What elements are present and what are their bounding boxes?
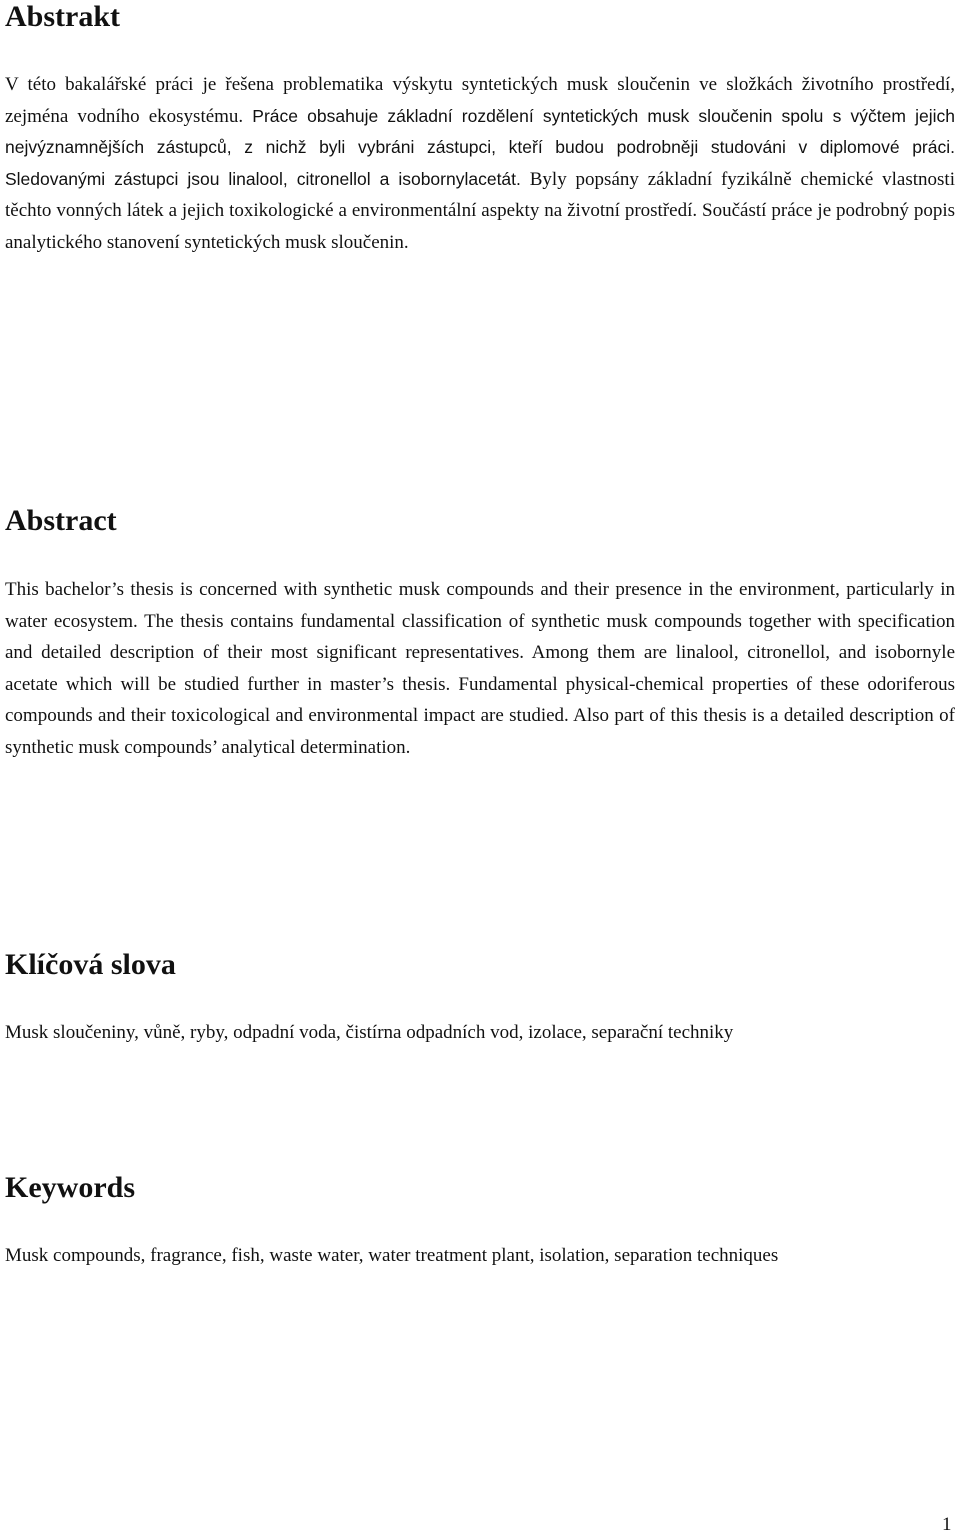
abstrakt-sentence-4: Byly popsány základní fyzikálně chemické vlastnosti těchto vonných látek a jejich toxikologické a environmentální aspekty na životní prostředí. [5,168,955,221]
heading-klicova-slova: Klíčová slova [5,948,176,981]
abstrakt-sentence-2: Práce obsahuje základní rozdělení syntetických musk sloučenin spolu s výčtem jejich nejvýznamnějších zástupců, z nichž byli vybráni zástupci, kteří budou podrobněji studováni v diplomové práci. [5,105,955,157]
klicova-slova-text: Musk sloučeniny, vůně, ryby, odpadní voda, čistírna odpadních vod, izolace, separační techniky [5,1022,734,1043]
heading-keywords: Keywords [5,1171,135,1204]
heading-abstrakt: Abstrakt [5,0,121,33]
abstract-paragraph: This bachelor’s thesis is concerned with synthetic musk compounds and their presence in the environment, particularly in water ecosystem. The thesis contains fundamental classification of synthetic musk compounds together with specification and detailed description of their most significant representatives. Among them are linalool, citronellol, and isobornyle acetate which will be studied further in master’s thesis. Fundamental physical-chemical properties of these odoriferous compounds and their toxicological and environmental impact are studied. Also part of this thesis is a detailed description of synthetic musk compounds’ analytical determination. [5,579,955,758]
heading-abstract: Abstract [5,504,117,537]
abstrakt-sentence-3: Sledovanými zástupci jsou linalool, citronellol a isobornylacetát. [5,168,521,189]
abstrakt-paragraph [5,69,955,258]
page-number: 1 [942,1514,952,1535]
keywords-text: Musk compounds, fragrance, fish, waste water, water treatment plant, isolation, separation techniques [5,1245,779,1266]
abstrakt-sentence-1: V této bakalářské práci je řešena problematika výskytu syntetických musk sloučenin ve složkách životního prostředí, zejména vodního ekosystému. [5,74,955,127]
abstrakt-sentence-5: Součástí práce je podrobný popis analytického stanovení syntetických musk sloučenin. [5,200,955,253]
